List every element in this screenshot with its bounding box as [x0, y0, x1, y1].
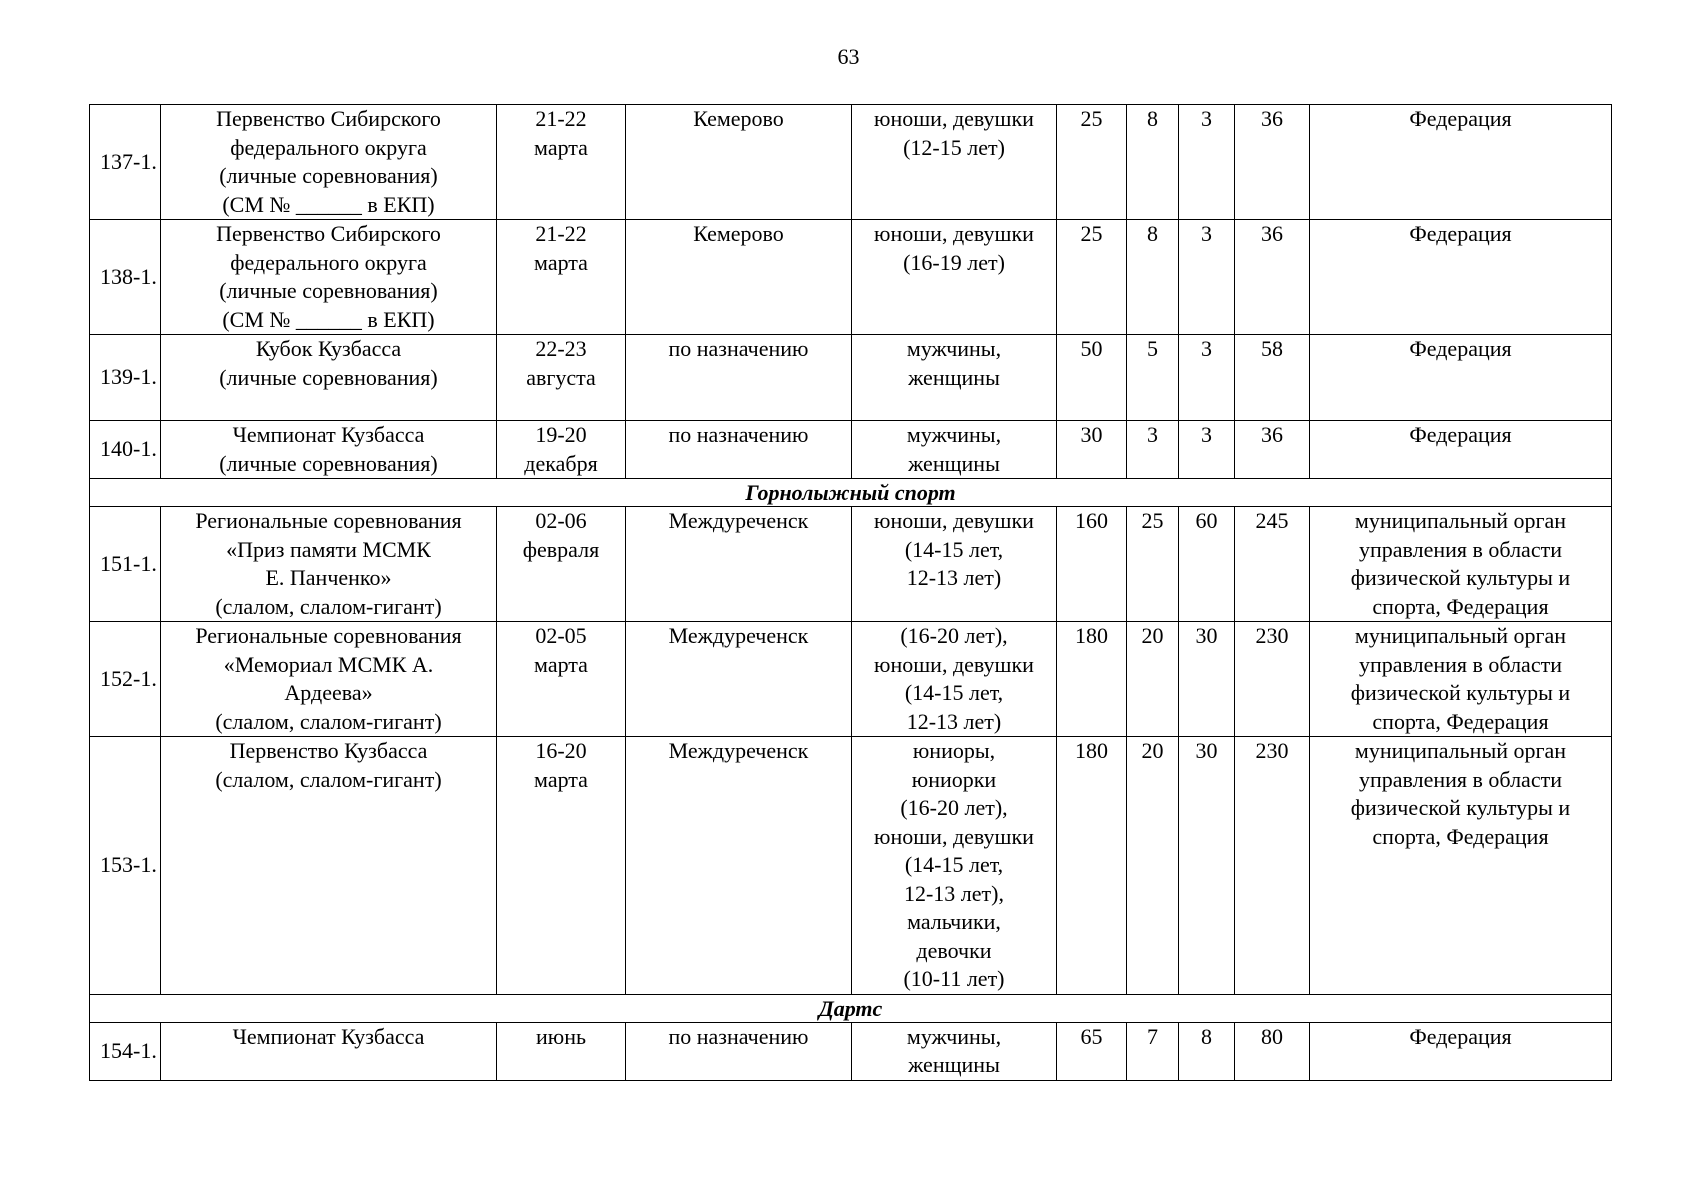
- event-organizer-line: Федерация: [1409, 1023, 1512, 1049]
- count-3: 3: [1179, 421, 1235, 479]
- event-organizer-line: управления в области: [1359, 536, 1562, 562]
- event-organizer: [1310, 220, 1612, 335]
- event-dates-line: 21-22: [535, 221, 587, 246]
- table-row: [90, 1022, 1612, 1080]
- event-dates: [497, 1022, 626, 1080]
- event-dates-line: марта: [534, 766, 588, 792]
- count-total: 58: [1235, 335, 1310, 421]
- event-number: 153-1.: [90, 737, 161, 995]
- event-name: [161, 622, 497, 737]
- event-participants-line: (16-20 лет),: [900, 623, 1008, 648]
- event-dates-line: февраля: [522, 536, 600, 562]
- event-number: 137-1.: [90, 105, 161, 220]
- count-1: 50: [1057, 335, 1127, 421]
- event-name-line: федерального округа: [230, 249, 427, 275]
- event-name: [161, 737, 497, 995]
- count-2: 20: [1127, 737, 1179, 995]
- count-3: 30: [1179, 622, 1235, 737]
- event-place-line: по назначению: [668, 422, 809, 447]
- event-dates-line: 16-20: [535, 738, 587, 763]
- event-participants-line: (16-20 лет),: [900, 795, 1008, 820]
- event-participants-line: женщины: [908, 364, 1000, 390]
- event-name-line: Региональные соревнования: [195, 508, 462, 533]
- event-name-line: Чемпионат Кузбасса: [232, 422, 425, 447]
- event-place-line: по назначению: [668, 336, 809, 361]
- event-place-line: по назначению: [668, 1023, 809, 1049]
- count-total: 36: [1235, 421, 1310, 479]
- event-place: [626, 421, 852, 479]
- event-place: [626, 622, 852, 737]
- event-organizer-line: управления в области: [1359, 766, 1562, 792]
- event-participants: [852, 1022, 1057, 1080]
- event-place-line: Кемерово: [693, 106, 784, 131]
- count-total: 230: [1235, 737, 1310, 995]
- event-participants: [852, 507, 1057, 622]
- event-participants-line: женщины: [908, 450, 1000, 476]
- event-participants-line: мужчины,: [906, 1023, 1002, 1049]
- event-dates-line: марта: [534, 134, 588, 160]
- section-title: Горнолыжный спорт: [90, 479, 1612, 507]
- event-participants: [852, 335, 1057, 421]
- event-number: 152-1.: [90, 622, 161, 737]
- event-name-line: (личные соревнования): [219, 163, 438, 188]
- event-organizer: [1310, 622, 1612, 737]
- event-participants: [852, 622, 1057, 737]
- event-place: [626, 737, 852, 995]
- event-participants-line: юниоры,: [912, 738, 996, 763]
- event-dates-line: августа: [526, 364, 596, 390]
- event-name-line: «Приз памяти МСМК: [226, 536, 431, 562]
- event-organizer: [1310, 105, 1612, 220]
- count-2: 8: [1127, 220, 1179, 335]
- event-organizer-line: Федерация: [1409, 422, 1512, 447]
- count-2: 7: [1127, 1022, 1179, 1080]
- section-row: [90, 994, 1612, 1022]
- count-1: 25: [1057, 220, 1127, 335]
- count-3: 3: [1179, 335, 1235, 421]
- event-dates: [497, 421, 626, 479]
- event-organizer: [1310, 421, 1612, 479]
- event-number: 138-1.: [90, 220, 161, 335]
- event-participants-line: (16-19 лет): [903, 249, 1005, 275]
- event-participants-line: женщины: [908, 1052, 1000, 1077]
- count-2: 3: [1127, 421, 1179, 479]
- event-dates: [497, 507, 626, 622]
- event-participants-line: мужчины,: [906, 422, 1002, 447]
- event-name-line: (личные соревнования): [219, 364, 438, 390]
- event-name-line: Е. Панченко»: [265, 565, 392, 590]
- event-dates-line: 19-20: [535, 422, 587, 447]
- event-place: [626, 335, 852, 421]
- event-organizer-line: спорта, Федерация: [1372, 823, 1549, 849]
- event-organizer-line: Федерация: [1409, 106, 1512, 131]
- count-total: 230: [1235, 622, 1310, 737]
- count-3: 3: [1179, 105, 1235, 220]
- event-name-line: Чемпионат Кузбасса: [232, 1023, 425, 1049]
- events-table: [89, 104, 1612, 1081]
- count-1: 180: [1057, 737, 1127, 995]
- section-row: [90, 479, 1612, 507]
- event-organizer-line: физической культуры и: [1350, 565, 1571, 590]
- event-name-line: Первенство Кузбасса: [229, 738, 428, 763]
- count-total: 36: [1235, 220, 1310, 335]
- event-organizer: [1310, 1022, 1612, 1080]
- event-place: [626, 507, 852, 622]
- event-name-line: Первенство Сибирского: [216, 221, 441, 246]
- event-participants-line: юноши, девушки: [874, 221, 1034, 246]
- event-participants-line: 12-13 лет): [906, 565, 1002, 590]
- event-place: [626, 1022, 852, 1080]
- event-dates-line: 22-23: [535, 336, 587, 361]
- event-organizer-line: спорта, Федерация: [1372, 708, 1549, 734]
- table-row: [90, 335, 1612, 421]
- event-organizer-line: спорта, Федерация: [1372, 593, 1549, 619]
- event-number: 151-1.: [90, 507, 161, 622]
- count-2: 8: [1127, 105, 1179, 220]
- event-organizer-line: Федерация: [1409, 336, 1512, 361]
- event-organizer-line: муниципальный орган: [1354, 508, 1567, 533]
- event-name-line: (слалом, слалом-гигант): [215, 593, 442, 619]
- event-place-line: Междуреченск: [668, 738, 809, 763]
- event-dates: [497, 335, 626, 421]
- event-participants-line: мужчины,: [906, 336, 1002, 361]
- count-3: 30: [1179, 737, 1235, 995]
- event-participants-line: мальчики,: [907, 909, 1001, 934]
- event-dates: [497, 105, 626, 220]
- count-1: 25: [1057, 105, 1127, 220]
- event-participants: [852, 220, 1057, 335]
- event-participants-line: юноши, девушки: [874, 106, 1034, 131]
- event-organizer-line: Федерация: [1409, 221, 1512, 246]
- table-row: [90, 105, 1612, 220]
- table-row: [90, 737, 1612, 995]
- count-1: 30: [1057, 421, 1127, 479]
- count-1: 180: [1057, 622, 1127, 737]
- event-organizer-line: физической культуры и: [1350, 795, 1571, 820]
- event-dates: [497, 622, 626, 737]
- event-name-line: (личные соревнования): [219, 450, 438, 476]
- event-participants-line: (14-15 лет,: [904, 536, 1004, 562]
- event-place: [626, 105, 852, 220]
- event-name: [161, 220, 497, 335]
- event-name-line: Ардеева»: [284, 680, 373, 705]
- event-dates-line: марта: [534, 249, 588, 275]
- event-organizer-line: управления в области: [1359, 651, 1562, 677]
- event-name: [161, 421, 497, 479]
- event-name-line: (СМ № ______ в ЕКП): [222, 306, 435, 332]
- event-dates: [497, 220, 626, 335]
- event-organizer: [1310, 737, 1612, 995]
- event-name-line: (СМ № ______ в ЕКП): [222, 191, 435, 217]
- event-participants: [852, 421, 1057, 479]
- event-name: [161, 105, 497, 220]
- event-name-line: федерального округа: [230, 134, 427, 160]
- event-place-line: Междуреченск: [668, 623, 809, 648]
- event-organizer-line: муниципальный орган: [1354, 623, 1567, 648]
- count-1: 65: [1057, 1022, 1127, 1080]
- event-participants-line: девочки: [916, 937, 992, 963]
- count-1: 160: [1057, 507, 1127, 622]
- count-2: 20: [1127, 622, 1179, 737]
- event-participants: [852, 737, 1057, 995]
- event-dates-line: 02-06: [535, 508, 587, 533]
- count-3: 60: [1179, 507, 1235, 622]
- event-organizer-line: физической культуры и: [1350, 680, 1571, 705]
- count-3: 8: [1179, 1022, 1235, 1080]
- event-dates-line: марта: [534, 651, 588, 677]
- event-name-line: Первенство Сибирского: [216, 106, 441, 131]
- event-name: [161, 507, 497, 622]
- event-name-line: (слалом, слалом-гигант): [215, 766, 442, 792]
- event-number: 154-1.: [90, 1022, 161, 1080]
- count-2: 25: [1127, 507, 1179, 622]
- table-row: [90, 220, 1612, 335]
- event-name-line: Региональные соревнования: [195, 623, 462, 648]
- event-number: 140-1.: [90, 421, 161, 479]
- count-2: 5: [1127, 335, 1179, 421]
- event-place: [626, 220, 852, 335]
- event-place-line: Кемерово: [693, 221, 784, 246]
- event-dates: [497, 737, 626, 995]
- section-title: Дартс: [90, 994, 1612, 1022]
- event-dates-line: 02-05: [535, 623, 587, 648]
- event-participants-line: юноши, девушки: [874, 651, 1034, 677]
- event-participants: [852, 105, 1057, 220]
- event-name-line: (слалом, слалом-гигант): [215, 708, 442, 734]
- page-number: 63: [837, 44, 860, 69]
- event-participants-line: юноши, девушки: [874, 823, 1034, 849]
- table-row: [90, 421, 1612, 479]
- event-dates-line: июнь: [535, 1023, 586, 1049]
- event-organizer-line: муниципальный орган: [1354, 738, 1567, 763]
- event-dates-line: декабря: [524, 450, 598, 476]
- event-participants-line: (10-11 лет): [903, 966, 1005, 991]
- event-name: [161, 335, 497, 421]
- event-participants-line: (12-15 лет): [903, 134, 1005, 160]
- table-row: [90, 507, 1612, 622]
- event-number: 139-1.: [90, 335, 161, 421]
- event-participants-line: юноши, девушки: [874, 508, 1034, 533]
- event-name-line: «Мемориал МСМК А.: [223, 651, 434, 677]
- event-organizer: [1310, 507, 1612, 622]
- event-dates-line: 21-22: [535, 106, 587, 131]
- count-total: 245: [1235, 507, 1310, 622]
- event-participants-line: (14-15 лет,: [904, 680, 1004, 705]
- event-participants-line: (14-15 лет,: [904, 852, 1004, 877]
- event-participants-line: юниорки: [911, 766, 997, 792]
- table-row: [90, 622, 1612, 737]
- events-table-body: [90, 105, 1612, 1081]
- event-place-line: Междуреченск: [668, 508, 809, 533]
- event-name: [161, 1022, 497, 1080]
- count-total: 80: [1235, 1022, 1310, 1080]
- count-total: 36: [1235, 105, 1310, 220]
- event-organizer: [1310, 335, 1612, 421]
- event-participants-line: 12-13 лет),: [903, 880, 1004, 906]
- event-participants-line: 12-13 лет): [906, 708, 1002, 734]
- event-name-line: (личные соревнования): [219, 278, 438, 303]
- count-3: 3: [1179, 220, 1235, 335]
- event-name-line: Кубок Кузбасса: [255, 336, 402, 361]
